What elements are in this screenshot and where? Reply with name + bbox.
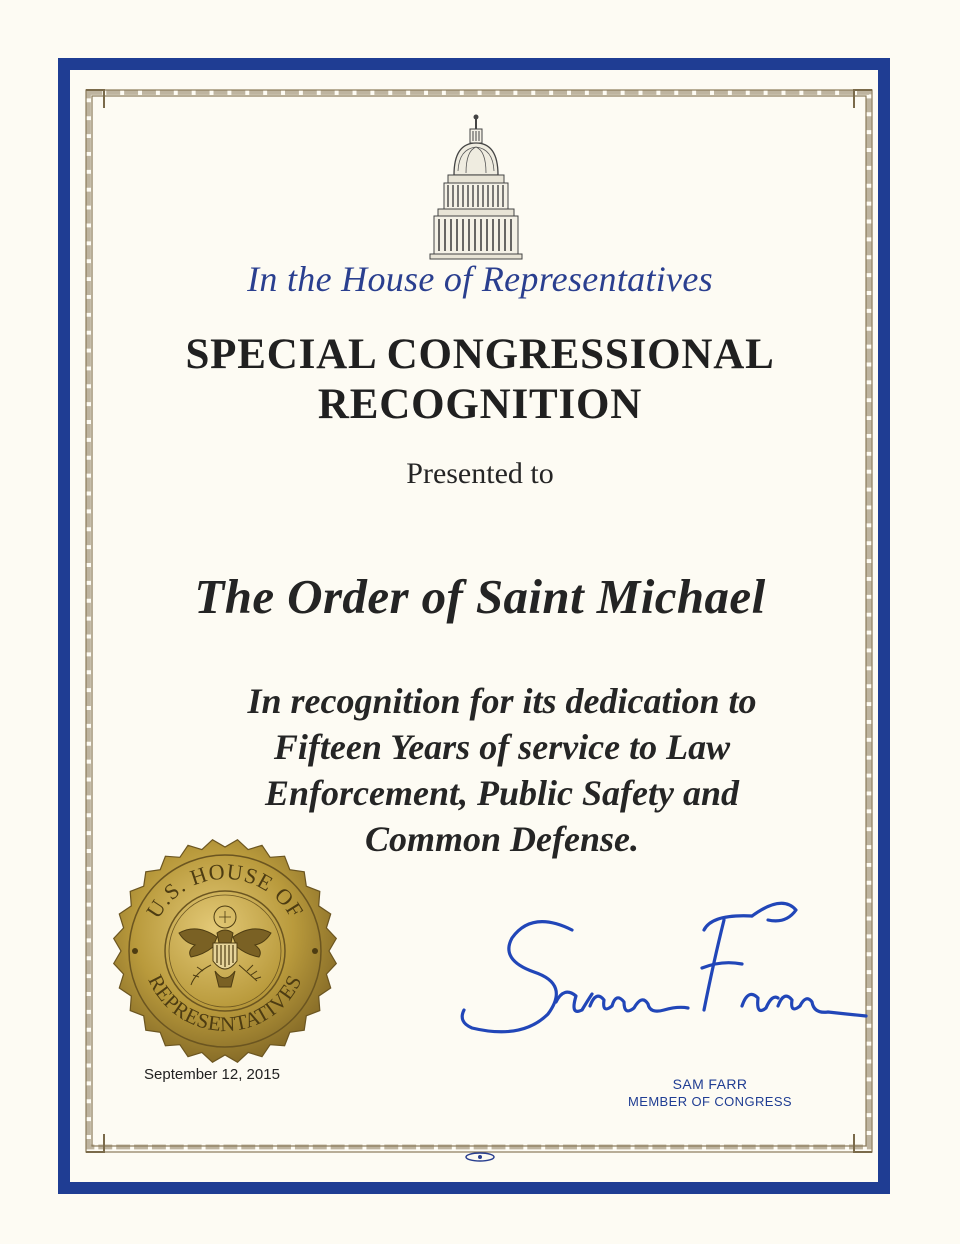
signer-name: SAM FARR xyxy=(672,1076,748,1092)
handwritten-signature-icon xyxy=(452,890,872,1050)
citation-line: In recognition for its dedication to xyxy=(247,681,757,721)
certificate-title-line-1: SPECIAL CONGRESSIONAL xyxy=(185,331,775,378)
capitol-dome-icon xyxy=(426,113,526,261)
certificate-title-line-2: RECOGNITION xyxy=(317,381,643,428)
seal-text-bottom: REPRESENTATIVES xyxy=(143,970,307,1037)
citation-line: Enforcement, Public Safety and xyxy=(265,773,739,813)
presented-to-label: Presented to xyxy=(406,457,554,490)
issue-date: September 12, 2015 xyxy=(144,1066,280,1083)
citation-line: Fifteen Years of service to Law xyxy=(273,727,731,767)
seal-text-top: U.S. HOUSE OF xyxy=(141,858,310,923)
recipient-name: The Order of Saint Michael xyxy=(194,569,766,624)
signer-title: MEMBER OF CONGRESS xyxy=(628,1094,792,1109)
great-seal-eagle-icon xyxy=(108,836,342,1066)
chamber-heading: In the House of Representatives xyxy=(247,259,713,299)
citation-line: Common Defense. xyxy=(365,819,639,859)
